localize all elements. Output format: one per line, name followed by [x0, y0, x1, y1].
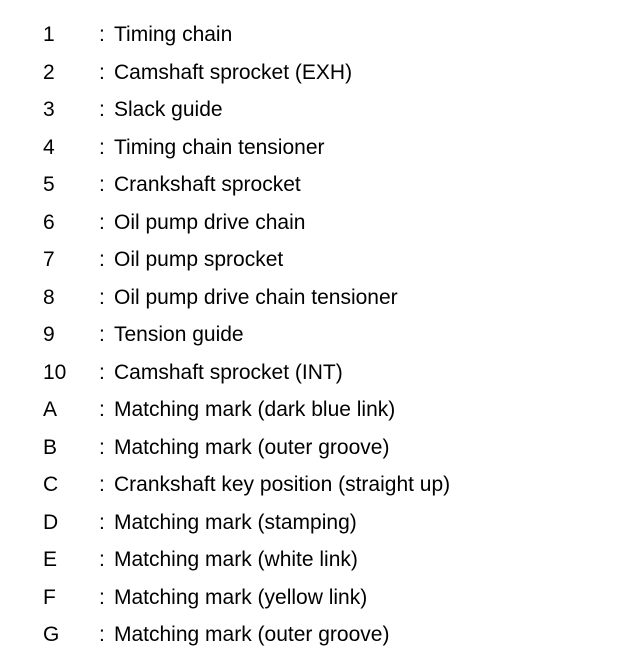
legend-row [0, 204, 624, 242]
legend-label: Timing chain tensioner [114, 135, 325, 159]
legend-label: Timing chain [114, 23, 233, 46]
legend-key: 3 [43, 98, 55, 121]
legend-label: Matching mark (dark blue link) [114, 398, 396, 421]
legend-separator: : [99, 210, 105, 234]
legend-key: F [43, 585, 56, 609]
legend-key: 4 [43, 135, 55, 159]
legend-separator: : [99, 98, 105, 121]
legend-key: D [43, 510, 59, 534]
legend-separator: : [99, 435, 105, 459]
legend-separator: : [99, 585, 105, 609]
legend-key: 9 [43, 323, 55, 346]
legend-row [0, 541, 624, 579]
legend-separator: : [99, 173, 105, 196]
legend-label: Matching mark (outer groove) [114, 435, 390, 459]
legend-row [0, 279, 624, 317]
legend-separator: : [99, 60, 105, 84]
legend-separator: : [99, 23, 105, 46]
legend-separator: : [99, 285, 105, 309]
legend-key: 10 [43, 360, 67, 384]
legend-separator: : [99, 623, 105, 646]
legend-separator: : [99, 360, 105, 384]
legend-row [0, 391, 624, 429]
legend-key: G [43, 623, 60, 646]
component-legend [0, 16, 624, 654]
legend-key: 5 [43, 173, 55, 196]
legend-row [0, 316, 624, 354]
legend-label: Matching mark (white link) [114, 548, 358, 571]
legend-key: C [43, 473, 59, 496]
legend-row [0, 16, 624, 54]
legend-label: Oil pump drive chain tensioner [114, 285, 398, 309]
legend-separator: : [99, 510, 105, 534]
legend-separator: : [99, 548, 105, 571]
legend-label: Matching mark (outer groove) [114, 623, 390, 646]
legend-row [0, 579, 624, 617]
legend-key: 6 [43, 210, 55, 234]
legend-label: Matching mark (yellow link) [114, 585, 368, 609]
legend-label: Camshaft sprocket (EXH) [114, 60, 353, 84]
legend-row [0, 466, 624, 504]
legend-label: Tension guide [114, 323, 244, 346]
legend-row [0, 91, 624, 129]
legend-key: 8 [43, 285, 55, 309]
legend-key: 7 [43, 248, 55, 271]
legend-label: Matching mark (stamping) [114, 510, 357, 534]
legend-key: 2 [43, 60, 55, 84]
legend-separator: : [99, 135, 105, 159]
legend-label: Oil pump sprocket [114, 248, 284, 271]
legend-key: B [43, 435, 58, 459]
legend-label: Crankshaft sprocket [114, 173, 301, 196]
legend-separator: : [99, 248, 105, 271]
legend-row [0, 504, 624, 542]
legend-row [0, 429, 624, 467]
legend-row [0, 616, 624, 654]
legend-row [0, 241, 624, 279]
legend-row [0, 54, 624, 92]
legend-label: Crankshaft key position (straight up) [114, 473, 451, 496]
legend-separator: : [99, 473, 105, 496]
legend-key: E [43, 548, 58, 571]
legend-separator: : [99, 323, 105, 346]
legend-row [0, 129, 624, 167]
legend-key: A [43, 398, 58, 421]
legend-separator: : [99, 398, 105, 421]
legend-key: 1 [43, 23, 55, 46]
legend-row [0, 354, 624, 392]
legend-label: Oil pump drive chain [114, 210, 306, 234]
legend-label: Slack guide [114, 98, 223, 121]
legend-row [0, 166, 624, 204]
legend-label: Camshaft sprocket (INT) [114, 360, 343, 384]
